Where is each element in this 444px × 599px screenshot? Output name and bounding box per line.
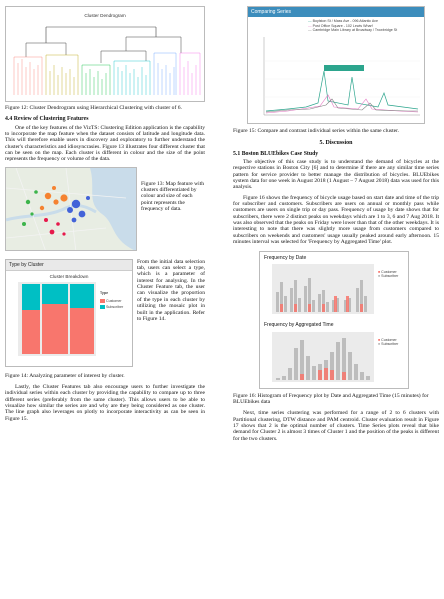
dendrogram-top-link <box>46 27 156 43</box>
fig16-legend-bottom: ■ Customer ■ Subscriber <box>378 337 399 347</box>
section-4-4-heading: 4.4 Review of Clustering Features <box>5 116 89 123</box>
figure-12-dendrogram <box>5 6 205 102</box>
series-line-chart-svg <box>248 7 425 124</box>
mosaic-column-1 <box>22 284 40 354</box>
frequency-by-time-title: Frequency by Aggregated Time <box>264 321 334 328</box>
section-5-heading: 5. Discussion <box>319 140 353 147</box>
map-svg <box>6 168 137 251</box>
series-legend-1-label: Boylston St / Mass Ave - 096 Atlantic Ave <box>312 19 378 23</box>
figure-13-row <box>5 167 205 251</box>
closing-paragraph-left: Lastly, the Cluster Features tab also encourage users to further investigate the individual series within each cluster by providing the capability to compare up to three different series (preferably from the same cluster). This allows users to be able to visualize how similar the series are and why are they being considered as one cluster. The line graph also leverages on plotly to incorporate interactivity as can be seen in Figure 15. <box>5 384 205 422</box>
figure-14-side-text: From the initial data selection tab, users can select a type, which is a parameter of interest for analysing. In the Cluster Feature tab, the user can visualize the proportion of the type in each cluster by utilizing the mosaic plot in built in the application. Refer to Figure 14. <box>137 258 205 322</box>
left-column <box>5 6 205 422</box>
series-legend-2: — Post Office Square - 102 Lewis Wharf <box>308 23 373 28</box>
section-5-1-paragraph-a: The objective of this case study is to understand the demand of bicycles at the respective stations in Boston City [6] and to determine if there are any similar time series pattern for service provider to better manage the distribution of bicycles. BLUEbikes system data for one week in August 2018 (1 August – 7 August 2018) data was used for this analysis. <box>233 159 439 191</box>
series-legend-1: — Boylston St / Mass Ave - 096 Atlantic Ave <box>308 19 378 23</box>
mosaic-legend <box>100 290 123 311</box>
histogram-svg <box>260 252 409 389</box>
figure-16-panel <box>259 251 409 389</box>
series-legend-2-label: Post Office Square - 102 Lewis Wharf <box>312 23 373 28</box>
mosaic-legend-subscriber-label: Subscriber <box>106 305 124 310</box>
mosaic-plot-svg <box>6 272 133 367</box>
figure-12-title: Cluster Dendrogram <box>84 13 126 18</box>
mosaic-column-2 <box>42 284 68 354</box>
section-5-1-heading: 5.1 Boston BLUEbikes Case Study <box>233 150 319 157</box>
cluster-5-leaves <box>154 53 176 95</box>
section-4-4-paragraph: One of the key features of the VizTS: Clustering Edition application is the capability to incorporate the map feature when the dataset consists of latitude and longitude data. This will therefore enable users in discovery and exploratory to further understand the cluster's characteristics and idiosyncrasies. Figure 13 illustrates four different cluster that can be seen on the map. Each cluster is different in colour and the size of the point represents the frequency or volume of the data. <box>5 124 205 163</box>
series-legend-3-label: Cambridge Main Library at Broadway / Trowbridge St <box>312 28 398 33</box>
right-column <box>233 6 439 442</box>
series-hover-tooltip <box>324 65 364 71</box>
fig16-legend-subscriber-2: Subscriber <box>381 342 399 347</box>
cluster-6-leaves <box>180 53 200 95</box>
figure-15-panel-head: Comparing Series <box>248 7 424 17</box>
figure-13-map <box>5 167 137 251</box>
figure-14-caption: Figure 14: Analyzing parameter of interest by cluster. <box>5 372 125 379</box>
figure-14-row <box>5 259 205 367</box>
figure-12-caption: Figure 12: Cluster Dendrogram using Hierarchical Clustering with cluster of 6. <box>5 105 182 111</box>
figure-13-caption: Figure 13: Map feature with clusters differentiated by colour and size of each point represents the frequency of data. <box>141 180 205 213</box>
mosaic-legend-title: Type <box>100 290 109 295</box>
cluster-4-leaves <box>114 61 150 95</box>
series-line-teal <box>266 71 418 111</box>
mosaic-legend-subscriber <box>100 304 123 310</box>
cluster-2-leaves <box>46 55 78 95</box>
closing-paragraph-right: Next, time series clustering was performed for a range of 2 to 6 clusters with Partitional clustering, DTW distance and PAM centroid. Cluster evaluation result in Figure 17 shows that 2 is the optimal number of clusters. Time Series plots reveal that bike demand for Cluster 2 is almost 3 times of Cluster 1 and the position of the peaks is different for the two clusters. <box>233 410 439 442</box>
fig16-legend-customer-2: Customer <box>381 337 397 342</box>
figure-14-panel <box>5 259 133 367</box>
fig16-legend-customer: Customer <box>381 269 397 274</box>
mosaic-legend-customer-label: Customer <box>106 299 122 304</box>
figure-14-plot-title: Cluster Breakdown <box>49 273 89 279</box>
frequency-by-date-title: Frequency by Date <box>264 254 307 261</box>
figure-14-panel-head: Type by Cluster <box>6 260 132 271</box>
figure-15-panel <box>247 6 425 124</box>
series-line-gray <box>266 99 418 112</box>
fig16-legend-subscriber: Subscriber <box>381 274 399 279</box>
cluster-1-leaves <box>14 57 42 95</box>
figure-16-caption: Figure 16: Histogram of Frequency plot by Date and Aggregated Time (15 minutes) for BLUEbikes data <box>233 392 429 405</box>
mosaic-column-3 <box>70 284 94 354</box>
dendrogram-svg <box>6 7 205 102</box>
dendrogram-branch <box>126 37 181 53</box>
fig16-legend-top: ■ Customer ■ Subscriber <box>378 269 399 279</box>
cluster-3-leaves <box>82 65 110 95</box>
section-5-1-paragraph-b: Figure 16 shows the frequency of bicycle usage based on start date and time of the trip for subscriber and customers. Subscribers are users on annual or monthly pass while customers are users on single trip or day pass. Frequency of usage by date shows that for subscribers, there were 2 distinct peaks on weekdays which are 1 to 3, 6 and 7 Aug 2018. It was also observed that the peaks on Friday were lower than that of the other weekdays. It is interesting to note that there was slightly more usage from customers compared to subscribers on weekends and customers' usage usually peaked around early afternoon. 15 minutes interval was selected for 'Frequency by Aggregated Time' plot. <box>233 194 439 246</box>
figure-15-caption: Figure 15: Compare and contrast individual series within the same cluster. <box>233 128 400 134</box>
series-legend-3: — Cambridge Main Library at Broadway / Trowbridge St <box>308 28 398 33</box>
